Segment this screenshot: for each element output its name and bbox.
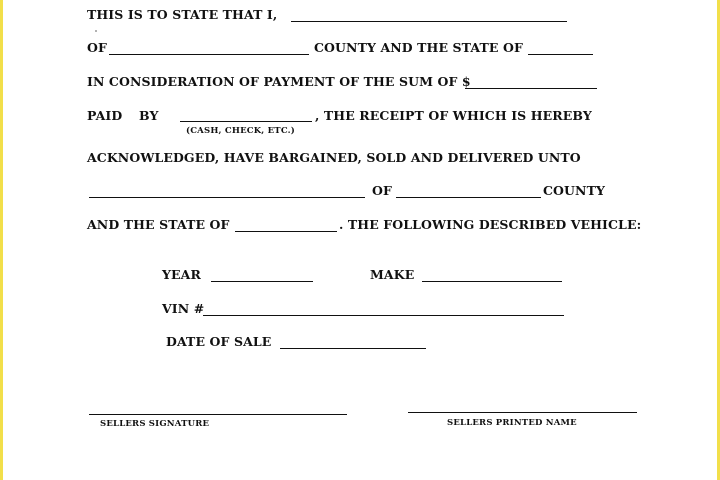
of-label: OF (87, 40, 107, 55)
buyer-name-blank[interactable] (89, 197, 365, 198)
county-label: COUNTY (543, 183, 605, 198)
of-label-buyer: OF (372, 183, 392, 198)
receipt-text: , THE RECEIPT OF WHICH IS HEREBY (315, 108, 592, 123)
seller-signature-label: SELLERS SIGNATURE (100, 419, 210, 429)
county-state-text: COUNTY AND THE STATE OF (314, 40, 523, 55)
paid-label: PAID (87, 108, 123, 123)
seller-state-blank[interactable] (528, 54, 593, 55)
make-blank[interactable] (422, 281, 562, 282)
statement-intro-text: THIS IS TO STATE THAT I, (87, 7, 278, 22)
seller-name-blank[interactable] (291, 21, 567, 22)
vin-label: VIN # (162, 301, 205, 316)
payment-amount-blank[interactable] (465, 88, 597, 89)
seller-printed-name-label: SELLERS PRINTED NAME (447, 418, 577, 428)
date-of-sale-blank[interactable] (280, 348, 426, 349)
vehicle-described-text: . THE FOLLOWING DESCRIBED VEHICLE: (339, 217, 642, 232)
buyer-county-blank[interactable] (396, 197, 541, 198)
year-blank[interactable] (211, 281, 313, 282)
buyer-state-blank[interactable] (235, 231, 337, 232)
payment-method-hint: (CASH, CHECK, ETC.) (186, 126, 296, 136)
consideration-text: IN CONSIDERATION OF PAYMENT OF THE SUM OF $ (87, 74, 471, 89)
year-label: YEAR (162, 267, 201, 282)
make-label: MAKE (370, 267, 415, 282)
date-of-sale-label: DATE OF SALE (166, 334, 272, 349)
by-label: BY (139, 108, 159, 123)
seller-county-blank[interactable] (109, 54, 309, 55)
vin-blank[interactable] (203, 315, 564, 316)
seller-printed-name-line[interactable] (408, 412, 637, 413)
scan-speck (95, 30, 97, 32)
acknowledged-text: ACKNOWLEDGED, HAVE BARGAINED, SOLD AND DELIVERED UNTO (87, 150, 581, 165)
state-of-text: AND THE STATE OF (87, 217, 230, 232)
seller-signature-line[interactable] (89, 414, 347, 415)
payment-method-blank[interactable] (180, 121, 312, 122)
